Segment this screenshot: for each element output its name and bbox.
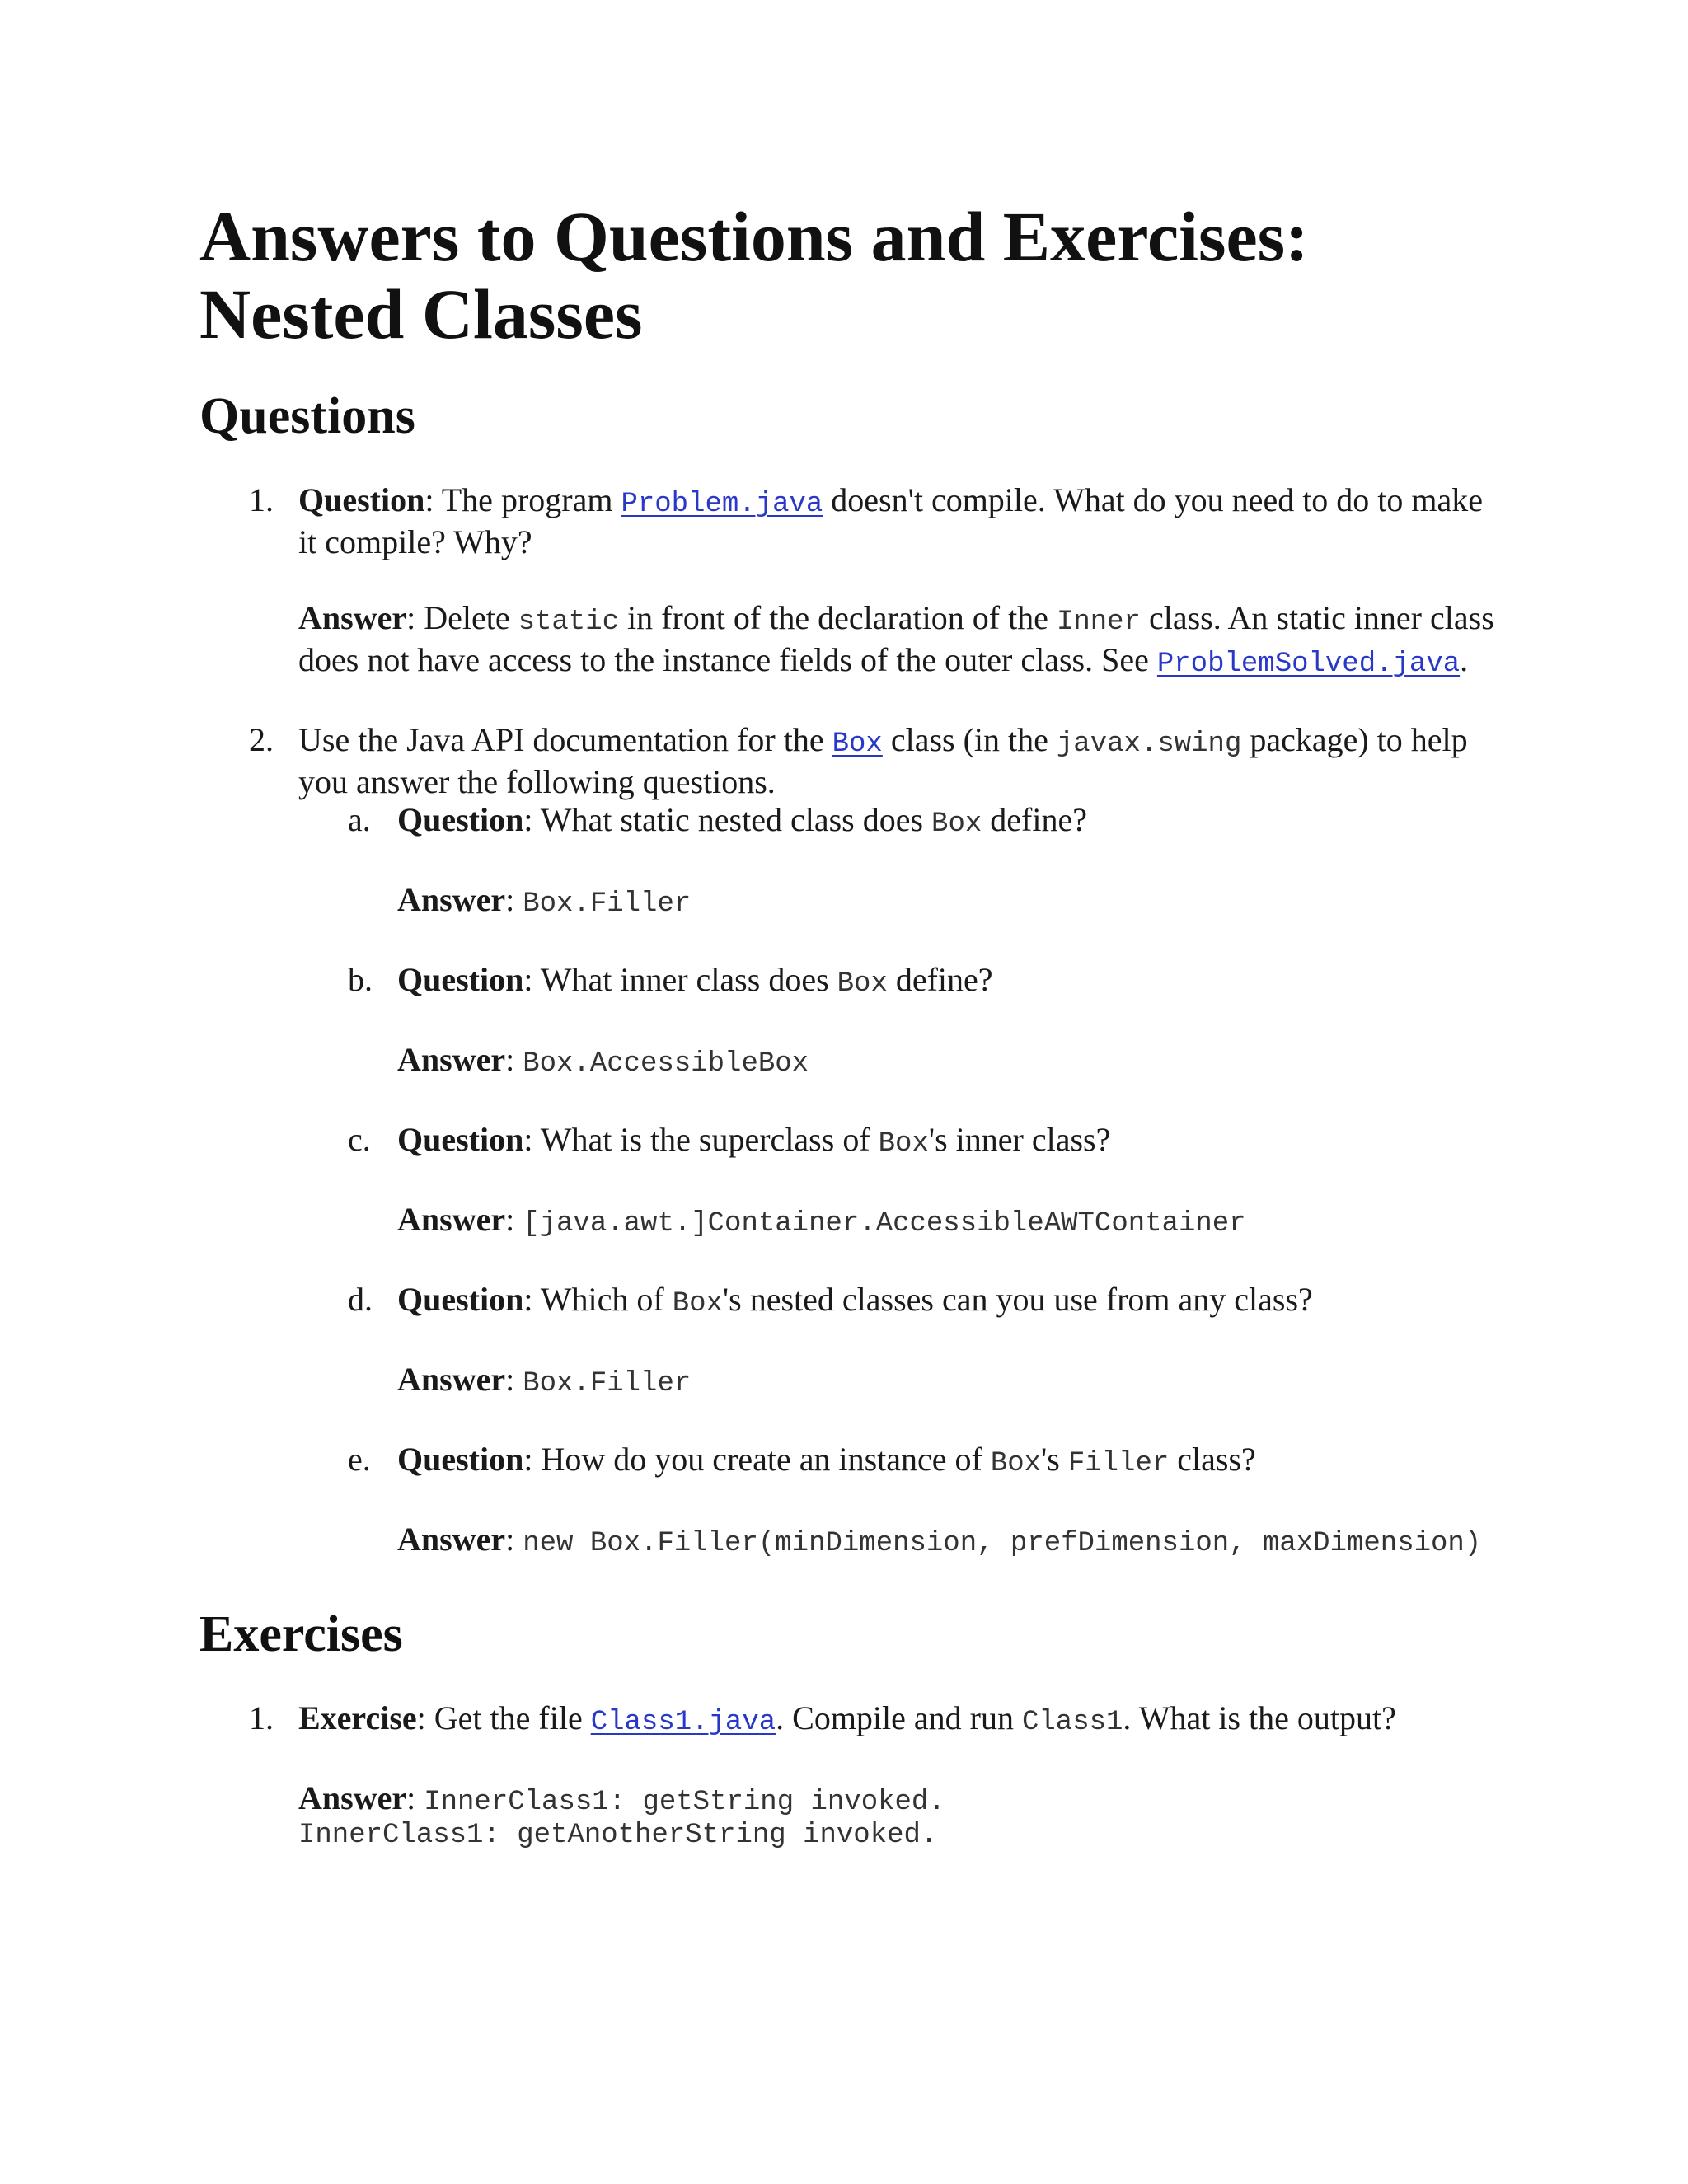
link-code: Problem.java — [621, 489, 823, 520]
inline-code: javax.swing — [1056, 729, 1242, 760]
question-label: Question — [397, 961, 524, 998]
exercise-text: . Compile and run — [776, 1699, 1022, 1736]
link-code: Box — [832, 729, 883, 760]
list-letter: e. — [348, 1441, 371, 1478]
question-text: : How do you create an instance of — [523, 1441, 991, 1478]
sub-question-text — [397, 961, 1502, 1003]
question-label: Question — [298, 481, 425, 518]
problem-solved-java-link[interactable] — [1157, 641, 1460, 678]
question-label: Question — [397, 801, 524, 838]
inline-code: new Box.Filler(minDimension, prefDimension, maxDimension) — [523, 1528, 1482, 1559]
question-text: : Which of — [523, 1281, 673, 1318]
answer-label: Answer — [298, 1779, 407, 1816]
answer-text: in front of the declaration of the — [619, 599, 1057, 636]
inline-code: Box — [990, 1448, 1042, 1479]
exercise-1-text — [298, 1699, 1502, 1741]
answer-separator: : — [505, 881, 523, 918]
inline-code: Box.Filler — [523, 888, 692, 920]
question-label: Question — [397, 1121, 524, 1158]
inline-code: Box — [837, 968, 888, 1000]
answer-label: Answer — [397, 1521, 506, 1558]
sub-question-text — [397, 1281, 1502, 1323]
sub-answer-text — [397, 881, 1502, 923]
answer-text: class. An static inner class does not have access to the instance fields of the outer class. See — [298, 599, 1494, 678]
sub-question-a — [298, 801, 1502, 923]
answer-label: Answer — [397, 1041, 506, 1078]
list-number: 2. — [249, 721, 274, 758]
question-1-text — [298, 481, 1502, 561]
intro-text: class (in the — [882, 721, 1057, 758]
inline-code: Box — [931, 808, 982, 840]
list-letter: d. — [348, 1281, 373, 1318]
sub-question-e — [298, 1441, 1502, 1563]
intro-text: Use the Java API documentation for the — [298, 721, 832, 758]
exercise-text: : Get the file — [416, 1699, 591, 1736]
class1-java-link[interactable] — [591, 1699, 776, 1736]
answer-separator: : — [505, 1361, 523, 1398]
question-item-2 — [199, 721, 1502, 1563]
question-text: : What is the superclass of — [523, 1121, 879, 1158]
question-text: 's inner class? — [928, 1121, 1111, 1158]
answer-label: Answer — [397, 1201, 506, 1238]
answer-separator: : — [505, 1521, 523, 1558]
answer-text: : Delete — [406, 599, 518, 636]
exercise-item-1 — [199, 1699, 1502, 1852]
exercise-label: Exercise — [298, 1699, 417, 1736]
question-item-1 — [199, 481, 1502, 683]
answer-separator: : — [406, 1779, 424, 1816]
sub-answer-text — [397, 1201, 1502, 1243]
list-letter: b. — [348, 961, 373, 998]
questions-list — [199, 481, 1502, 1563]
sub-answer-text — [397, 1361, 1502, 1403]
question-text: 's nested classes can you use from any class? — [722, 1281, 1313, 1318]
answer-label: Answer — [298, 599, 407, 636]
inline-code: [java.awt.]Container.AccessibleAWTContainer — [523, 1208, 1246, 1240]
sub-question-d — [298, 1281, 1502, 1403]
answer-label: Answer — [397, 881, 506, 918]
output-line: InnerClass1: getString invoked. — [424, 1787, 945, 1818]
question-text: doesn't compile. What do you need to do to make it compile? Why? — [298, 481, 1484, 560]
box-link[interactable] — [832, 721, 883, 758]
inline-code: Filler — [1067, 1448, 1170, 1479]
list-letter: a. — [348, 801, 371, 838]
question-text: class? — [1169, 1441, 1256, 1478]
page-title: Answers to Questions and Exercises: Nested Classes — [199, 197, 1309, 354]
sub-question-text — [397, 1121, 1502, 1163]
exercise-1-answer — [298, 1779, 1502, 1819]
problem-java-link[interactable] — [621, 481, 823, 518]
answer-1-text — [298, 599, 1502, 683]
exercises-heading: Exercises — [199, 1606, 403, 1662]
inline-code: static — [518, 607, 620, 638]
sub-question-text — [397, 1441, 1502, 1483]
document-page — [199, 198, 1502, 1852]
sub-question-c — [298, 1121, 1502, 1243]
inline-code: Box.AccessibleBox — [523, 1048, 809, 1080]
question-label: Question — [397, 1281, 524, 1318]
sub-questions-list — [298, 801, 1502, 1563]
inline-code: Box.Filler — [523, 1368, 692, 1399]
answer-separator: : — [505, 1041, 523, 1078]
exercises-list — [199, 1699, 1502, 1852]
link-code: ProblemSolved.java — [1156, 649, 1461, 680]
list-number: 1. — [249, 1699, 274, 1736]
inline-code: Box — [672, 1288, 723, 1319]
question-text: : What inner class does — [523, 961, 837, 998]
list-letter: c. — [348, 1121, 371, 1158]
question-label: Question — [397, 1441, 524, 1478]
question-text: 's — [1041, 1441, 1068, 1478]
inline-code: Class1 — [1022, 1707, 1123, 1738]
question-2-intro — [298, 721, 1502, 801]
inline-code: Inner — [1056, 607, 1141, 638]
answer-separator: : — [505, 1201, 523, 1238]
intro-text: package) to help you answer the following questions. — [298, 721, 1468, 800]
output-line: InnerClass1: getAnotherString invoked. — [298, 1820, 938, 1851]
sub-question-b — [298, 961, 1502, 1083]
list-number: 1. — [249, 481, 274, 518]
inline-code: Box — [878, 1128, 929, 1160]
answer-text: . — [1460, 641, 1469, 678]
sub-answer-text — [397, 1521, 1502, 1563]
questions-heading: Questions — [199, 388, 415, 444]
sub-answer-text — [397, 1041, 1502, 1083]
question-text: : The program — [424, 481, 621, 518]
question-text: define? — [982, 801, 1087, 838]
exercise-text: . What is the output? — [1123, 1699, 1396, 1736]
question-text: define? — [887, 961, 993, 998]
answer-label: Answer — [397, 1361, 506, 1398]
sub-question-text — [397, 801, 1502, 843]
link-code: Class1.java — [590, 1707, 776, 1738]
question-text: : What static nested class does — [523, 801, 932, 838]
